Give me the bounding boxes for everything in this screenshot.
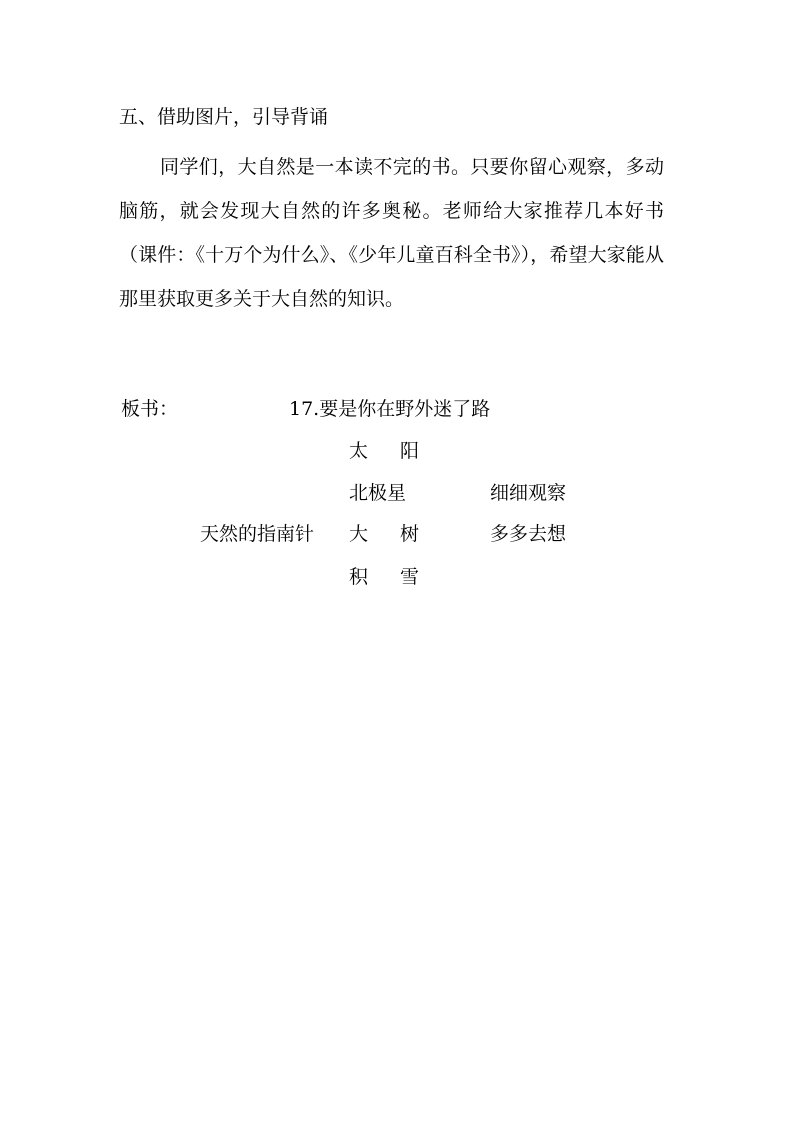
board-left-label: 天然的指南针 (200, 523, 315, 545)
board-title: 17.要是你在野外迷了路 (289, 398, 491, 420)
board-note-think: 多多去想 (490, 523, 567, 545)
board-note-observe: 细细观察 (490, 482, 567, 504)
body-paragraph: 同学们，大自然是一本读不完的书。只要你留心观察，多动脑筋，就会发现大自然的许多奥秘。老师给大家推荐几本好书（课件：《十万个为什么》、《少年儿童百科全书》），希望大家能从那里获取更多关于大自然的知识。 (119, 156, 664, 310)
board-item-tree: 大树 (349, 523, 452, 545)
board-item-snow: 积雪 (349, 566, 452, 588)
section-heading: 五、借助图片，引导背诵 (119, 106, 329, 128)
board-item-sun: 太阳 (349, 440, 452, 462)
board-label: 板书： (121, 398, 179, 420)
board-item-north-star: 北极星 (349, 482, 407, 504)
